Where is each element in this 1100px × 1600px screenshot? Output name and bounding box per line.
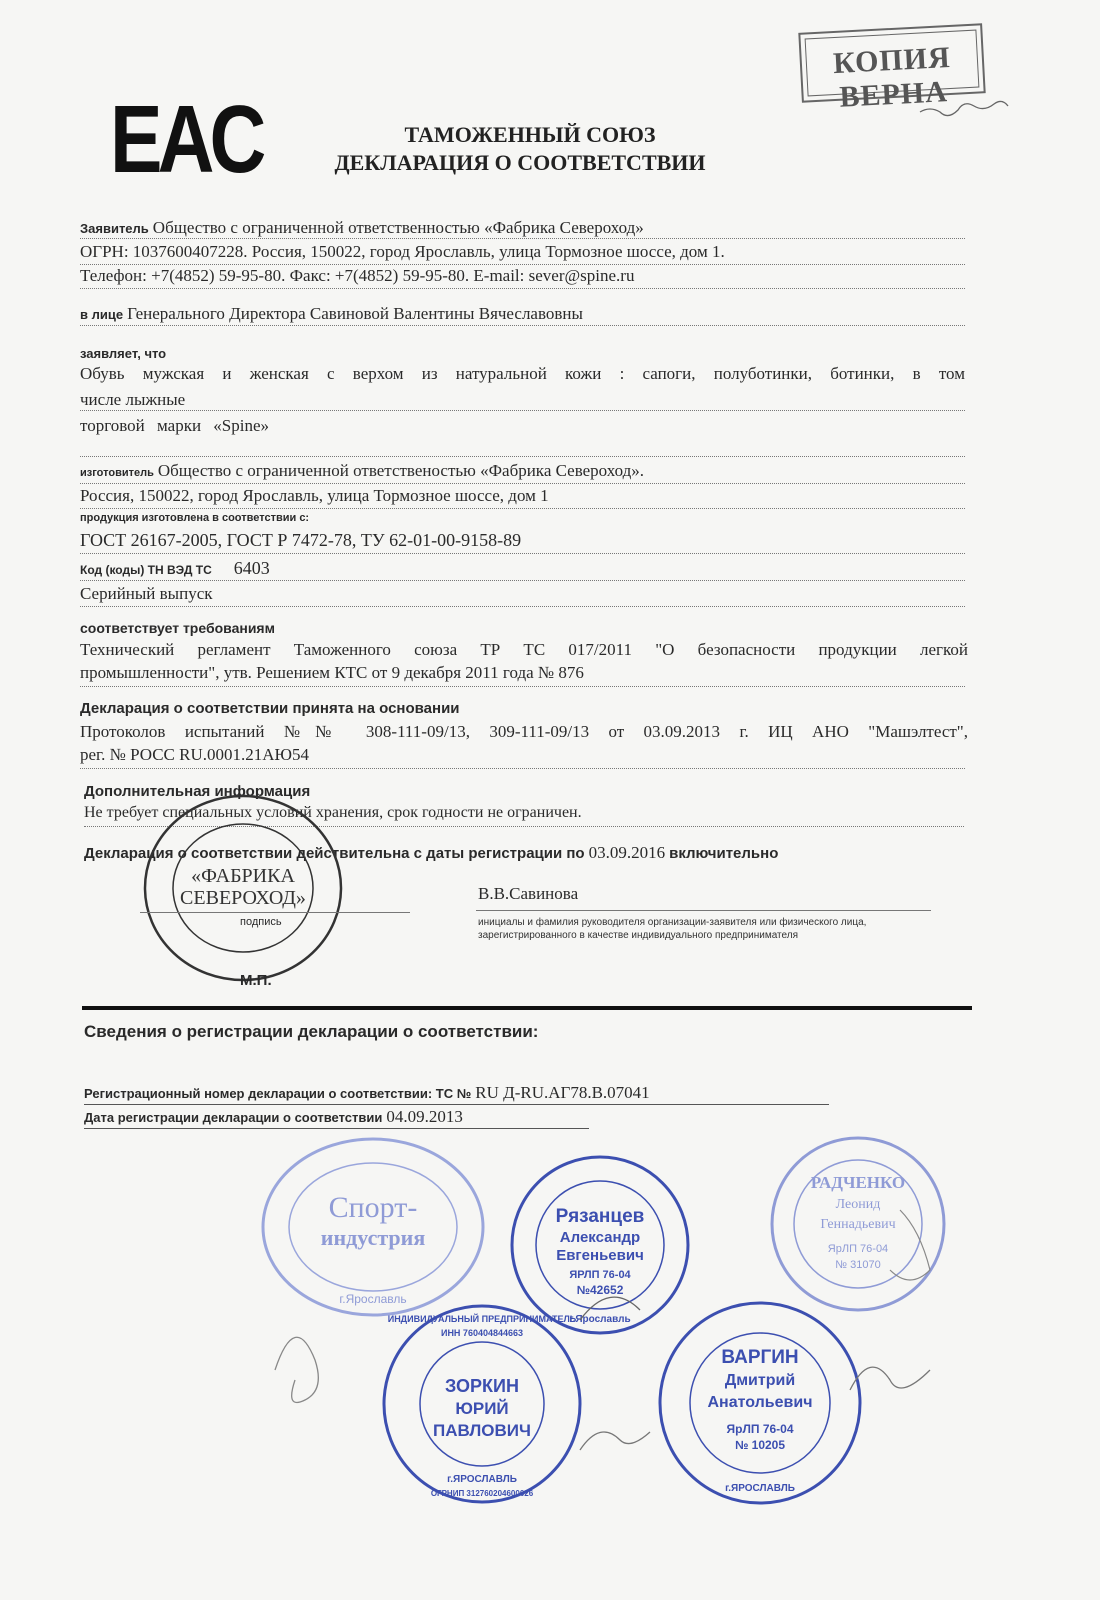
code-value: 6403	[233, 558, 270, 578]
registration-number-value: RU Д-RU.АГ78.В.07041	[475, 1083, 650, 1102]
basis-label: Декларация о соответствии принята на основании	[80, 700, 460, 717]
vargin-city: г.ЯРОСЛАВЛЬ	[725, 1483, 795, 1494]
radchenko-line2: Леонид	[835, 1197, 881, 1212]
eac-logo: EAC	[110, 86, 262, 193]
declares-line3: торговой марки «Spine»	[80, 416, 270, 435]
applicant-ogrn: ОГРН: 1037600407228. Россия, 150022, город Ярославль, улица Тормозное шоссе, дом 1.	[80, 242, 725, 261]
standards-value: ГОСТ 26167-2005, ГОСТ Р 7472-78, ТУ 62-01-00-9158-89	[80, 530, 522, 550]
zorkin-line3: ПАВЛОВИЧ	[433, 1421, 531, 1440]
radchenko-line4: ЯрЛП 76-04	[827, 1243, 889, 1255]
section-separator	[82, 1006, 972, 1010]
zorkin-ring-inn: ИНН 760404844663	[440, 1328, 524, 1338]
zorkin-city: г.ЯРОСЛАВЛЬ	[447, 1474, 517, 1485]
serial-release: Серийный выпуск	[80, 584, 213, 603]
sport-stamp-line2: индустрия	[320, 1225, 426, 1250]
signee-note: инициалы и фамилия руководителя организации-заявителя или физического лица, зарегистрированного в качестве индивидуального предпринимателя	[478, 917, 867, 941]
factory-stamp-line1: «ФАБРИКА	[191, 865, 295, 887]
signature-caption: подпись	[240, 916, 282, 928]
ryazantsev-line5: №42652	[576, 1283, 624, 1297]
factory-stamp	[135, 790, 355, 990]
code-label: Код (коды) ТН ВЭД ТС	[80, 563, 212, 577]
vargin-line3: Анатольевич	[707, 1394, 813, 1411]
radchenko-line1: РАДЧЕНКО	[810, 1173, 906, 1192]
validity-date: 03.09.2016	[588, 843, 666, 862]
additional-label: Дополнительная информация	[84, 783, 311, 800]
radchenko-line3: Геннадьевич	[820, 1217, 896, 1232]
signee-name: В.В.Савинова	[478, 884, 579, 903]
vargin-line2: Дмитрий	[724, 1372, 796, 1389]
applicant-contacts: Телефон: +7(4852) 59-95-80. Факс: +7(4852) 59-95-80. E-mail: sever@spine.ru	[80, 266, 635, 285]
header-union: ТАМОЖЕННЫЙ СОЮЗ	[404, 122, 656, 147]
declares-line2: числе лыжные	[80, 390, 186, 409]
applicant-label: Заявитель	[80, 221, 149, 236]
zorkin-ogrnip: ОГРНИП 312760204600026	[430, 1489, 534, 1498]
ryazantsev-city: г.Ярославль	[569, 1314, 631, 1325]
copy-verified-text: КОПИЯ ВЕРНА	[832, 40, 952, 114]
header-declaration: ДЕКЛАРАЦИЯ О СООТВЕТСТВИИ	[334, 150, 706, 175]
sport-stamp-line1: Спорт-	[328, 1191, 418, 1224]
seal-label: М.П.	[240, 972, 272, 989]
zorkin-line2: ЮРИЙ	[455, 1399, 509, 1418]
factory-stamp-line2: СЕВЕРОХОД»	[180, 887, 306, 909]
zorkin-ring-text: ИНДИВИДУАЛЬНЫЙ ПРЕДПРИНИМАТЕЛЬ	[387, 1314, 577, 1324]
person-name: Генерального Директора Савиновой Валентины Вячеславовны	[127, 304, 583, 323]
requirements-line1: Технический регламент Таможенного союза ТР ТС 017/2011 "О безопасности продукции легкой	[80, 640, 968, 659]
applicant-name: Общество с ограниченной ответственностью «Фабрика Североход»	[152, 218, 644, 237]
copy-signature	[915, 92, 1025, 132]
vargin-line5: № 10205	[734, 1438, 786, 1452]
requirements-label: соответствует требованиям	[80, 620, 275, 636]
basis-line1: Протоколов испытаний №№ 308-111-09/13, 309-111-09/13 от 03.09.2013 г. ИЦ АНО "Машэлтест",	[80, 722, 968, 741]
validity-suffix: включительно	[669, 845, 779, 862]
manufacturer-address: Россия, 150022, город Ярославль, улица Тормозное шоссе, дом 1	[80, 486, 549, 505]
declares-line1: Обувь мужская и женская с верхом из натуральной кожи : сапоги, полуботинки, ботинки, в том	[80, 364, 965, 383]
handwritten-signatures	[250, 1150, 970, 1480]
validity-prefix: Декларация о соответствии действительна с даты регистрации по	[84, 845, 585, 862]
ryazantsev-line2: Александр	[559, 1229, 641, 1246]
copy-verified-stamp	[798, 23, 985, 114]
manufacturer-name: Общество с ограниченной ответственостью «Фабрика Североход».	[157, 461, 645, 480]
declares-label: заявляет, что	[80, 346, 167, 361]
vargin-line4: ЯрЛП 76-04	[726, 1422, 794, 1436]
manufacturer-label: изготовитель	[80, 467, 154, 479]
sport-stamp-city: г.Ярославль	[339, 1292, 407, 1306]
registration-date-value: 04.09.2013	[386, 1107, 463, 1126]
radchenko-line5: № 31070	[835, 1259, 881, 1271]
registration-date-label: Дата регистрации декларации о соответствии	[84, 1110, 383, 1125]
requirements-line2: промышленности", утв. Решением КТС от 9 декабря 2011 года № 876	[80, 663, 584, 682]
ryazantsev-line3: Евгеньевич	[556, 1247, 644, 1264]
registration-number-label: Регистрационный номер декларации о соответствии: ТС №	[84, 1086, 472, 1101]
additional-value: Не требует специальных условий хранения, срок годности не ограничен.	[84, 804, 582, 821]
standards-label: продукция изготовлена в соответствии с:	[80, 512, 310, 524]
vargin-line1: ВАРГИН	[721, 1347, 799, 1368]
person-label: в лице	[80, 307, 124, 322]
basis-line2: рег. № РОСС RU.0001.21АЮ54	[80, 745, 310, 764]
ryazantsev-line4: ЯРЛП 76-04	[569, 1269, 631, 1281]
registration-heading: Сведения о регистрации декларации о соответствии:	[84, 1022, 539, 1041]
ryazantsev-line1: Рязанцев	[555, 1206, 645, 1227]
zorkin-line1: ЗОРКИН	[445, 1376, 519, 1396]
